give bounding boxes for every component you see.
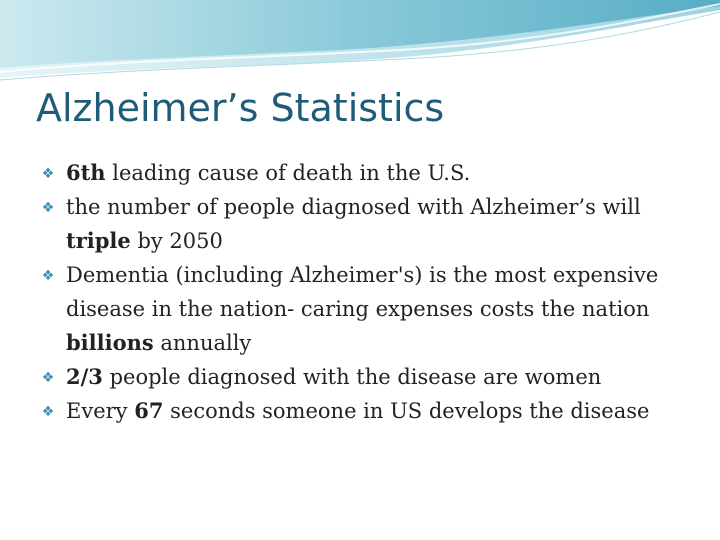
bullet-item	[38, 360, 688, 394]
diamond-bullet-icon: ❖	[41, 166, 55, 182]
bullet-item	[38, 156, 688, 190]
bullet-item	[38, 394, 688, 428]
diamond-bullet-icon: ❖	[41, 200, 55, 216]
diamond-bullet-icon: ❖	[41, 404, 55, 420]
bullet-emphasis: triple	[66, 228, 131, 253]
bullet-list	[38, 156, 688, 428]
bullet-text: leading cause of death in the U.S.	[105, 161, 471, 185]
bullet-text: Dementia (including Alzheimer's) is the most expensive disease in the nation- caring expenses costs the nation	[66, 263, 659, 321]
header-wave-decoration	[0, 0, 720, 90]
bullet-text: the number of people diagnosed with Alzheimer’s will	[66, 195, 641, 219]
slide-title: Alzheimer’s Statistics	[36, 86, 445, 130]
bullet-text: seconds someone in US develops the disease	[163, 399, 650, 423]
bullet-emphasis: 2/3	[66, 364, 103, 389]
bullet-text: Every	[66, 399, 135, 423]
bullet-emphasis: 6th	[66, 160, 106, 185]
bullet-text: annually	[153, 331, 252, 355]
bullet-item	[38, 190, 688, 258]
bullet-item	[38, 258, 688, 360]
diamond-bullet-icon: ❖	[41, 370, 55, 386]
bullet-text: by 2050	[130, 229, 223, 253]
bullet-text: people diagnosed with the disease are women	[102, 365, 602, 389]
bullet-emphasis: 67	[134, 398, 164, 423]
diamond-bullet-icon: ❖	[41, 268, 55, 284]
bullet-emphasis: billions	[66, 330, 154, 355]
